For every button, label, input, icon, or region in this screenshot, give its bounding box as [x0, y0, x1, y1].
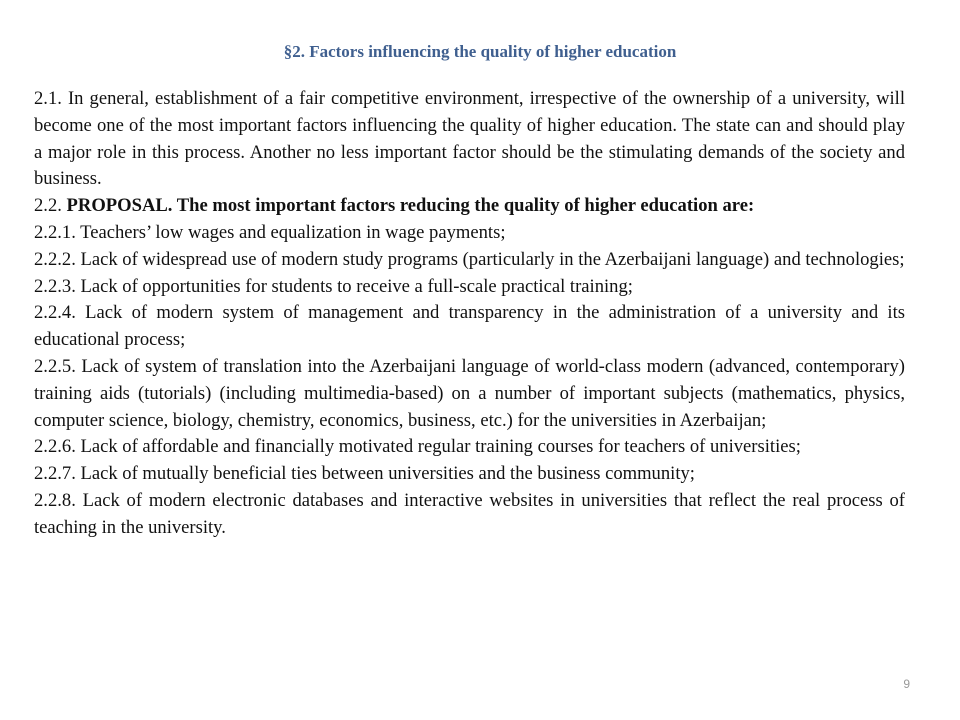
list-item-2-2-2 [34, 247, 905, 274]
list-item-2-2-5 [34, 354, 905, 434]
paragraph-2-1 [34, 86, 905, 193]
list-item-2-2-3 [34, 274, 905, 301]
list-item-text: 2.2.3. Lack of opportunities for students to receive a full-scale practical training; [34, 275, 633, 297]
page-number: 9 [903, 677, 910, 691]
list-item-text: 2.2.4. Lack of modern system of management and transparency in the administration of a university and its educational process; [34, 302, 905, 351]
paragraph-text: 2.1. In general, establishment of a fair competitive environment, irrespective of the ownership of a university, will become one of the most important factors influencing the quality of higher education. The state can and should play a major role in this process. Another no less important factor should be the stimulating demands of the society and business. [34, 88, 905, 190]
list-item-2-2-1 [34, 220, 905, 247]
list-item-2-2-6 [34, 434, 905, 461]
list-item-text: 2.2.1. Teachers’ low wages and equalization in wage payments; [34, 221, 506, 243]
list-item-text: 2.2.7. Lack of mutually beneficial ties between universities and the business community; [34, 463, 695, 485]
list-item-text: 2.2.5. Lack of system of translation into the Azerbaijani language of world-class modern (advanced, contemporary) training aids (tutorials) (including multimedia-based) on a number of important subjects (mathematics, physics, computer science, biology, chemistry, economics, business, etc.) for the universities in Azerbaijan; [34, 355, 905, 431]
list-item-2-2-7 [34, 461, 905, 488]
paragraph-2-2-proposal [34, 193, 905, 220]
proposal-bold-text: PROPOSAL. The most important factors reducing the quality of higher education are: [66, 195, 755, 217]
list-item-2-2-4 [34, 300, 905, 354]
list-item-text: 2.2.8. Lack of modern electronic databases and interactive websites in universities that reflect the real process of teaching in the university. [34, 489, 905, 538]
paragraph-number: 2.2. [34, 195, 67, 217]
list-item-2-2-8 [34, 488, 905, 542]
slide-title: §2. Factors influencing the quality of higher education [283, 42, 677, 61]
list-item-text: 2.2.6. Lack of affordable and financially motivated regular training courses for teachers of universities; [34, 436, 801, 458]
slide-body [34, 86, 905, 542]
list-item-text: 2.2.2. Lack of widespread use of modern study programs (particularly in the Azerbaijani language) and technologies; [34, 248, 905, 270]
